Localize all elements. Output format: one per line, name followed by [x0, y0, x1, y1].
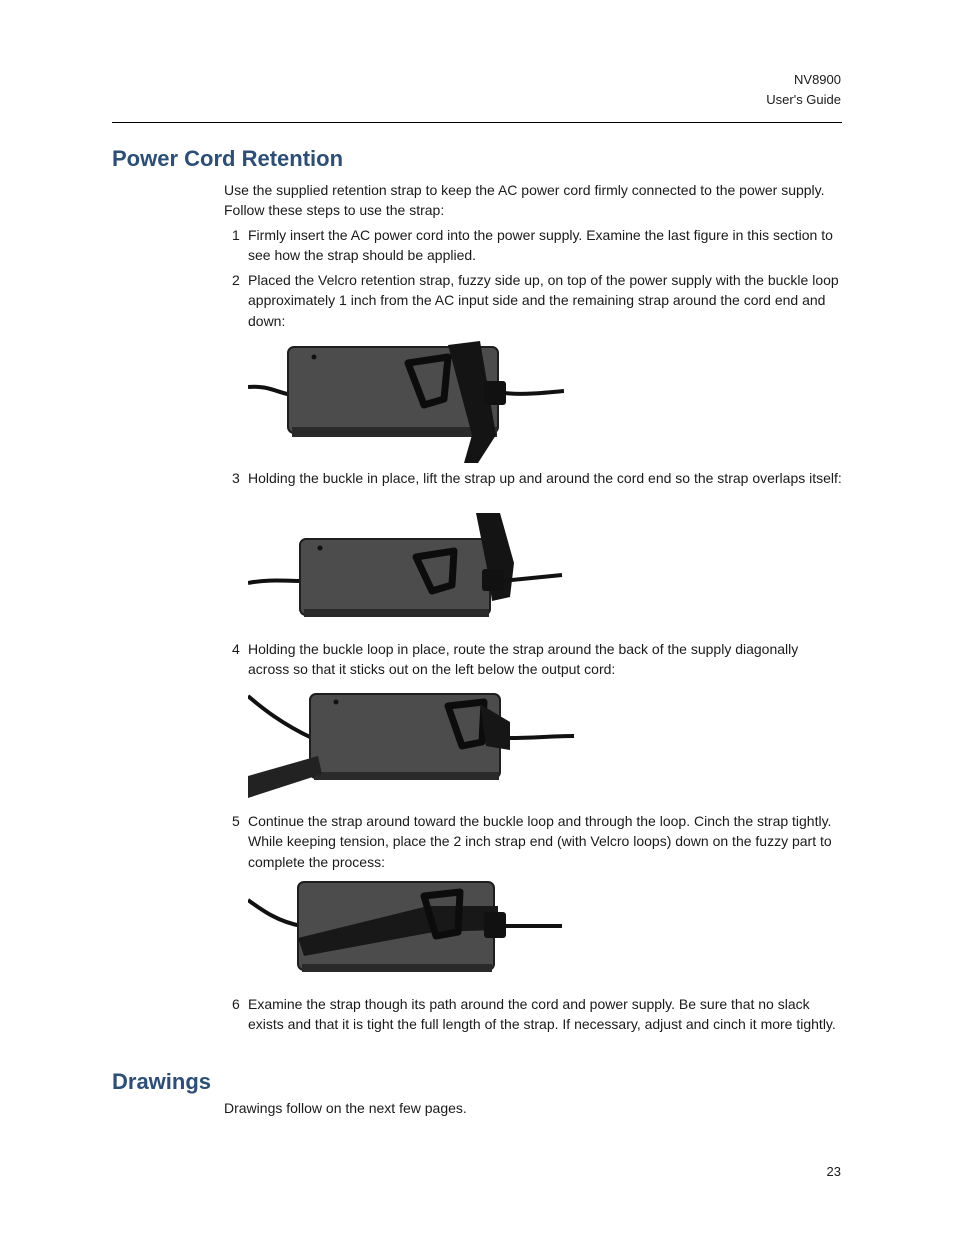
- header-product-name: NV8900: [794, 72, 841, 87]
- page-number: 23: [826, 1164, 841, 1179]
- photo-strap-step-3: [248, 513, 564, 625]
- photo-strap-step-5: [248, 876, 564, 980]
- header-guide-title: User's Guide: [766, 92, 841, 107]
- header-divider: [112, 122, 842, 123]
- step-text: Placed the Velcro retention strap, fuzzy side up, on top of the power supply with the buckle loop approximately 1 inch from the AC input side and the remaining strap around the cord end and down:: [248, 272, 839, 329]
- step-text: Holding the buckle loop in place, route the strap around the back of the supply diagonally across so that it sticks out on the left below the output cord:: [248, 641, 799, 678]
- step-number: 4: [232, 641, 240, 657]
- section-title-power-cord-retention: Power Cord Retention: [112, 146, 344, 171]
- step-number: 6: [232, 996, 240, 1012]
- step-number: 5: [232, 813, 240, 829]
- step-number: 1: [232, 227, 240, 243]
- step-text: Examine the strap though its path around the cord and power supply. Be sure that no slack exists and that it is tight the full length of the strap. If necessary, adjust and cinch it more tightly.: [248, 996, 836, 1033]
- step-number: 2: [232, 272, 240, 288]
- step-text: Continue the strap around toward the buckle loop and through the loop. Cinch the strap tightly. While keeping tension, place the 2 inch strap end (with Velcro loops) down on the fuzzy part to complete the process:: [248, 813, 832, 870]
- step-text: Holding the buckle in place, lift the strap up and around the cord end so the strap overlaps itself:: [248, 470, 842, 486]
- photo-strap-step-2: [248, 335, 564, 463]
- step-text: Firmly insert the AC power cord into the power supply. Examine the last figure in this section to see how the strap should be applied.: [248, 227, 833, 264]
- step-number: 3: [232, 470, 240, 486]
- photo-strap-step-4: [248, 684, 574, 798]
- intro-paragraph: Use the supplied retention strap to keep the AC power cord firmly connected to the power supply. Follow these steps to use the strap:: [224, 182, 825, 219]
- drawings-paragraph: Drawings follow on the next few pages.: [224, 1100, 467, 1116]
- section-title-drawings: Drawings: [112, 1069, 212, 1094]
